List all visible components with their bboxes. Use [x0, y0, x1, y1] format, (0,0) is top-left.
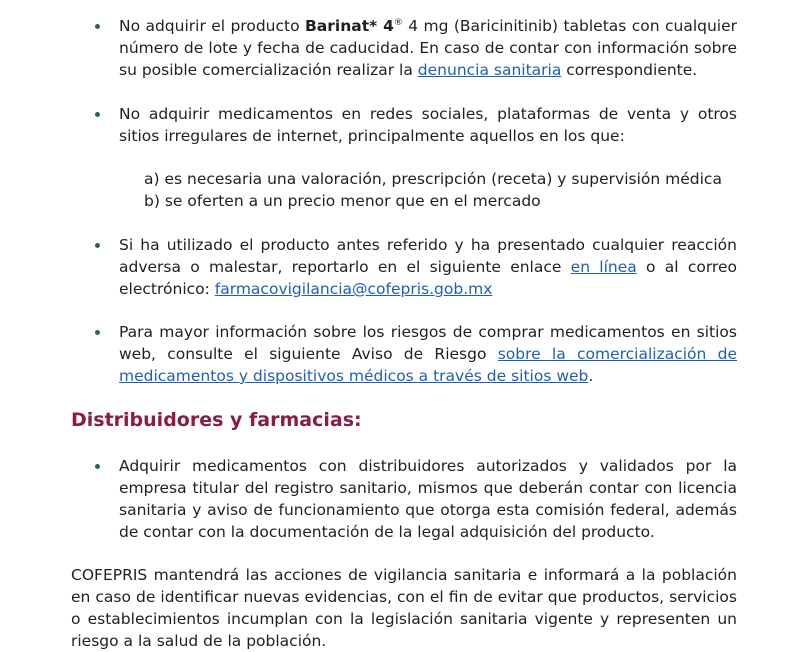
product-name: Barinat* 4 — [304, 17, 394, 35]
bullet-item-aviso-riesgo — [119, 321, 737, 387]
bullet-text-segment: Si ha utilizado el producto antes referido y ha presentado cualquier reacción adversa o malestar, reportarlo en el siguiente enlace — [119, 236, 737, 276]
bullet-text — [119, 15, 737, 81]
sub-list — [144, 168, 744, 212]
sub-item-a: a) es necesaria una valoración, prescripción (receta) y supervisión médica — [144, 170, 722, 188]
closing-paragraph: COFEPRIS mantendrá las acciones de vigilancia sanitaria e informará a la población en caso de identificar nuevas evidencias, con el fin de evitar que productos, servicios o establecimientos incumplan con la legislación sanitaria vigente y representen un riesgo a la salud de la población. — [71, 566, 737, 650]
denuncia-sanitaria-link[interactable]: denuncia sanitaria — [417, 61, 562, 79]
bullet-dot — [95, 112, 100, 117]
bullet-text — [119, 321, 737, 387]
bullet-text-segment: o al correo electrónico: — [119, 258, 737, 298]
bullet-item-no-adquirir-producto — [119, 15, 737, 81]
bullet-item-reaccion-adversa — [119, 234, 737, 300]
bullet-text-segment: correspondiente. — [561, 61, 698, 79]
sub-item-b: b) se oferten a un precio menor que en el mercado — [144, 192, 541, 210]
bullet-text-segment: . — [588, 367, 594, 385]
bullet-text — [119, 234, 737, 300]
bullet-text-segment: No adquirir el producto — [119, 17, 305, 35]
en-linea-link[interactable]: en línea — [570, 258, 637, 276]
registered-mark: ® — [393, 17, 403, 28]
bullet-text-segment: Para mayor información sobre los riesgos de comprar medicamentos en sitios web, consulte el siguiente Aviso de Riesgo — [119, 323, 737, 363]
bullet-dot — [95, 464, 100, 469]
bullet-item-redes-sociales — [119, 103, 737, 147]
email-link[interactable]: farmacovigilancia@cofepris.gob.mx — [214, 280, 493, 298]
bullet-dot — [95, 243, 100, 248]
bullet-text-segment: 4 mg (Baricinitinib) tabletas con cualquier número de lote y fecha de caducidad. En caso de contar con información sobre su posible comercialización realizar la — [119, 17, 738, 79]
bullet-text: Adquirir medicamentos con distribuidores autorizados y validados por la empresa titular del registro sanitario, mismos que deberán contar con licencia sanitaria y aviso de funcionamiento que otorga esta comisión federal, además de contar con la documentación de la legal adquisición del producto. — [119, 457, 737, 541]
section-heading: Distribuidores y farmacias: — [71, 409, 362, 431]
bullet-text: No adquirir medicamentos en redes sociales, plataformas de venta y otros sitios irregulares de internet, principalmente aquellos en los que: — [119, 105, 737, 145]
aviso-riesgo-link[interactable]: sobre la comercialización de medicamentos y dispositivos médicos a través de sitios web — [119, 345, 737, 385]
bullet-item-distribuidores — [119, 455, 737, 543]
bullet-dot — [95, 24, 100, 29]
bullet-dot — [95, 330, 100, 335]
